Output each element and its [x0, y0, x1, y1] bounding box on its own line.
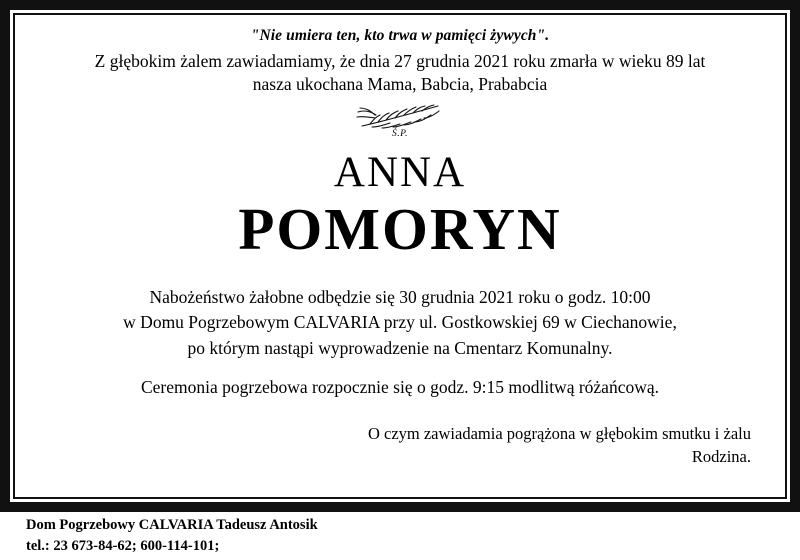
announcement-line-2: nasza ukochana Mama, Babcia, Prababcia — [252, 74, 548, 95]
obituary-content — [13, 13, 787, 499]
funeral-home-footer — [26, 515, 786, 556]
funeral-home-phone: tel.: 23 673-84-62; 600-114-101; — [26, 537, 220, 554]
deceased-first-name: ANNA — [333, 148, 467, 196]
family-signature-line-1: O czym zawiadamia pogrążona w głębokim smutku i żalu — [367, 424, 751, 444]
deceased-last-name: POMORYN — [238, 195, 562, 262]
sp-label: Ś.P. — [391, 129, 409, 140]
announcement-text — [95, 50, 706, 96]
family-signature-line-2: Rodzina. — [691, 447, 751, 467]
funeral-home-name: Dom Pogrzebowy CALVARIA Tadeusz Antosik — [26, 517, 318, 533]
service-details — [123, 285, 677, 361]
motto-text: "Nie umiera ten, kto trwa w pamięci żywych". — [250, 27, 550, 44]
announcement-line-1: Z głębokim żalem zawiadamiamy, że dnia 27 grudnia 2021 roku zmarła w wieku 89 lat — [94, 51, 706, 71]
ceremony-details: Ceremonia pogrzebowa rozpocznie się o godz. 9:15 modlitwą różańcową. — [140, 376, 659, 397]
family-signature — [45, 422, 755, 468]
palm-branch-icon — [354, 102, 446, 132]
funeral-emblem — [354, 102, 446, 140]
service-details-line-2: w Domu Pogrzebowym CALVARIA przy ul. Gostkowskiej 69 w Ciechanowie, — [123, 312, 677, 333]
border-white-gap — [10, 10, 790, 502]
service-details-line-3: po którym nastąpi wyprowadzenie na Cmentarz Komunalny. — [187, 337, 613, 358]
service-details-line-1: Nabożeństwo żałobne odbędzie się 30 grudnia 2021 roku o godz. 10:00 — [149, 286, 651, 307]
